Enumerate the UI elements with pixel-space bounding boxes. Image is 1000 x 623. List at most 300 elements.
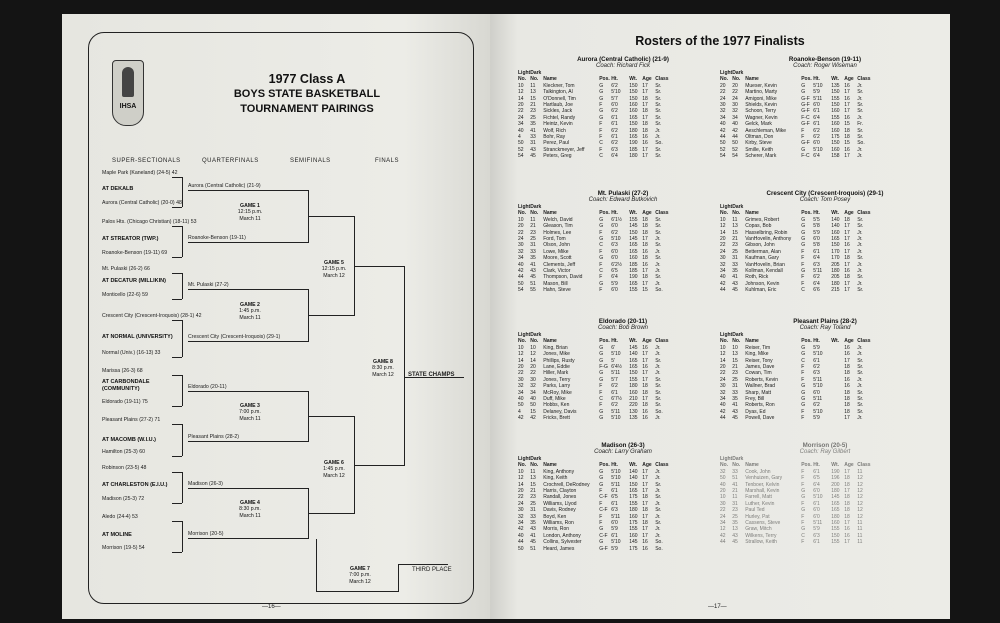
roster-cell: C (599, 242, 603, 249)
roster-cell: 22 (518, 229, 524, 236)
roster-cell: 31 (732, 255, 738, 262)
roster-cell: Sr. (655, 507, 662, 514)
left-page-tournament-pairings (62, 14, 490, 619)
roster-cell: 41 (732, 274, 738, 281)
roster-cell: G-F (801, 140, 810, 147)
roster-cell: 18 (642, 274, 648, 281)
roster-cell: 18 (844, 274, 850, 281)
header-cell: Light (720, 204, 733, 210)
roster-cell: 45 (732, 415, 738, 422)
bracket-line (398, 564, 399, 592)
roster-cell: F (599, 229, 603, 236)
bracket-line (172, 503, 182, 504)
roster-cell: 145 (629, 539, 638, 546)
roster-cell: G (801, 383, 806, 390)
header-cell: Class (857, 338, 871, 345)
roster-cell: G (599, 95, 604, 102)
game-7-label (338, 566, 382, 585)
roster-cell: 140 (629, 351, 638, 358)
header-cell: Name (745, 338, 759, 345)
roster-cell: 42 (530, 415, 536, 422)
roster-cell: 6'3 (611, 507, 618, 514)
roster-cell: Sr. (655, 274, 662, 281)
roster-cell: 16 (844, 351, 850, 358)
header-cell: Pos. (801, 76, 812, 83)
first-round-team: Crescent City (Crescent-Iroquois) (28-1) 42 (102, 313, 202, 319)
roster-cell (831, 415, 844, 421)
roster-cell: 10 (720, 344, 726, 351)
roster-cell: 21 (732, 236, 738, 243)
table-row (720, 539, 873, 545)
roster-cell: 40 (720, 402, 726, 409)
roster-cell: Sr. (857, 287, 864, 294)
roster-cell: Sr. (655, 95, 662, 102)
roster-cell: So. (655, 140, 663, 147)
roster-cell: 16 (642, 545, 648, 552)
roster-coach: Coach: Larry Graham (594, 449, 652, 455)
roster-coach: Coach: Bob Brown (597, 325, 649, 331)
roster-cell: 17 (844, 261, 850, 268)
header-cell: No. (720, 338, 729, 345)
roster-cell: 44 (720, 539, 726, 546)
header-cell: Pos. (801, 462, 812, 469)
table-row (518, 415, 671, 421)
roster-cell: 42 (720, 532, 726, 539)
roster-cell: 17 (642, 102, 648, 109)
roster-cell: Duff, Mike (543, 396, 566, 403)
roster-cell: 160 (831, 146, 840, 153)
roster-cell: 6'2 (813, 402, 820, 409)
roster-cell: 140 (831, 216, 840, 223)
header-cell: Ht. (813, 210, 820, 217)
header-cell: Age (844, 462, 854, 469)
roster-cell: F (599, 121, 603, 128)
roster-cell: 5'9 (813, 526, 820, 533)
roster-cell: Morris, Ron (543, 526, 570, 533)
roster-cell: 20 (518, 223, 524, 230)
header-cell: No. (732, 338, 741, 345)
game-3-label (230, 403, 270, 422)
game-time: 12:15 p.m. (321, 266, 347, 273)
game-name: GAME 3 (240, 403, 260, 409)
roster-cell: 45 (530, 539, 536, 546)
game-name: GAME 2 (240, 302, 260, 308)
roster-cell: Jr. (655, 134, 661, 141)
header-cell: No. (518, 462, 527, 469)
roster-cell: 6'0 (611, 255, 618, 262)
roster-cell: 51 (732, 475, 738, 482)
roster-cell: 34 (720, 520, 726, 527)
roster-cell: G-F (801, 102, 810, 109)
roster-cell: 12 (530, 351, 536, 358)
roster-cell: Bohr, Ray (543, 134, 566, 141)
roster-cell: Jones, Terry (543, 376, 571, 383)
roster-cell: Sr. (655, 102, 662, 109)
roster-cell: Sr. (857, 370, 864, 377)
roster-cell: 40 (530, 396, 536, 403)
roster-cell: 16 (642, 539, 648, 546)
header-cell: Light (518, 456, 531, 462)
roster-cell: G (599, 357, 604, 364)
roster-cell: G (801, 229, 806, 236)
roster-cell: Sickles, Jack (543, 108, 573, 115)
game-time: 8:30 p.m. (239, 506, 261, 513)
roster-cell: 5'11 (611, 513, 621, 520)
roster-cell: F-C (801, 153, 810, 160)
roster-cell: 25 (732, 513, 738, 520)
roster-cell: Clements, Jeff (543, 261, 576, 268)
roster-cell: Grimes, Robert (745, 216, 780, 223)
third-place-label: THIRD PLACE (412, 567, 452, 573)
roster-cell: 5'9 (813, 344, 820, 351)
roster-cell: 16 (642, 344, 648, 351)
bracket-line (182, 424, 183, 456)
roster-cell: 17 (642, 89, 648, 96)
header-cell: No. (518, 210, 527, 217)
roster-cell: 5'10 (611, 236, 621, 243)
roster-cell: 145 (831, 494, 840, 501)
roster-cell: 15 (530, 481, 536, 488)
roster-cell: Sr. (857, 402, 864, 409)
roster-cell: Peters, Greg (543, 153, 572, 160)
roster-cell: Sr. (655, 494, 662, 501)
roster-cell: Kleckner, Tom (543, 82, 575, 89)
roster-cell: 6'1 (813, 468, 820, 475)
header-cell: Pos. (599, 338, 610, 345)
roster-cell: 6'2 (611, 229, 618, 236)
roster-cell: G (599, 114, 604, 121)
roster-cell: 160 (629, 513, 638, 520)
site-label: AT MOLINE (102, 532, 132, 538)
roster-cell: 140 (629, 475, 638, 482)
roster-cell: F (599, 402, 603, 409)
roster-block (518, 190, 728, 294)
roster-cell: 17 (642, 370, 648, 377)
roster-cell: 34 (732, 114, 738, 121)
roster-cell: Sr. (655, 376, 662, 383)
roster-cell: 6'3 (611, 146, 618, 153)
roster-cell: 23 (530, 108, 536, 115)
roster-cell: 150 (629, 481, 638, 488)
roster-cell: 16 (642, 364, 648, 371)
bracket-line (308, 416, 354, 417)
roster-cell: 55 (530, 287, 536, 294)
roster-cell: 40 (720, 121, 726, 128)
header-cell: Light (720, 70, 733, 76)
rosters-title: Rosters of the 1977 Finalists (635, 34, 805, 48)
roster-cell: 175 (831, 134, 840, 141)
header-cell: Name (543, 462, 557, 469)
roster-cell: 6'2 (611, 383, 618, 390)
roster-cell: 5'9 (611, 545, 618, 552)
roster-cell: G (801, 402, 806, 409)
game-time: 8:30 p.m. (372, 365, 394, 372)
bracket-line (172, 320, 182, 321)
roster-cell: 6'2 (813, 364, 820, 371)
roster-cell: 160 (831, 127, 840, 134)
roster-cell: 20 (720, 236, 726, 243)
roster-cell: G (599, 280, 604, 287)
table-row (720, 153, 873, 159)
first-round-team: Morrison (19-5) 54 (102, 545, 145, 551)
roster-cell: James, Dave (745, 364, 775, 371)
first-round-team: Robinson (23-5) 48 (102, 465, 147, 471)
roster-cell: 5'10 (611, 351, 621, 358)
roster-cell: F (599, 383, 603, 390)
roster-cell: 6'4½ (611, 364, 622, 371)
roster-cell: So. (655, 539, 663, 546)
roster-cell: Luther, Kevin (745, 500, 775, 507)
bracket-line (172, 226, 182, 227)
header-cell: Ht. (813, 338, 820, 345)
roster-cell: 160 (831, 229, 840, 236)
roster-cell: 15 (530, 408, 536, 415)
roster-cell: 22 (720, 242, 726, 249)
roster-cell: Jr. (655, 280, 661, 287)
roster-cell: Sr. (655, 389, 662, 396)
roster-cell: F (599, 134, 603, 141)
roster-cell: 17 (844, 108, 850, 115)
roster-cell: Phillips, Rusty (543, 357, 575, 364)
roster-cell: 24 (518, 114, 524, 121)
roster-cell: 18 (844, 408, 850, 415)
header-cell: Class (655, 210, 669, 217)
roster-cell: Sr. (655, 229, 662, 236)
header-cell: No. (732, 462, 741, 469)
roster-cell: 31 (530, 242, 536, 249)
roster-cell: Sr. (655, 89, 662, 96)
roster-cell: 160 (629, 108, 638, 115)
roster-cell: Lane, Eddie (543, 364, 570, 371)
roster-cell: 155 (629, 216, 638, 223)
roster-cell: G (599, 82, 604, 89)
roster-cell: 155 (831, 539, 840, 546)
header-cell: No. (720, 210, 729, 217)
roster-cell: 5'10 (813, 351, 823, 358)
roster-cell: 17 (642, 280, 648, 287)
roster-cell: 150 (629, 95, 638, 102)
first-round-team: Marissa (26-3) 68 (102, 368, 143, 374)
roster-cell: Jr. (655, 351, 661, 358)
roster-cell: Jr. (857, 95, 863, 102)
roster-cell: 18 (642, 223, 648, 230)
roster-cell: 52 (720, 146, 726, 153)
roster-cell: 190 (629, 140, 638, 147)
roster-cell: 21 (530, 488, 536, 495)
logo-text: IHSA (119, 103, 137, 110)
roster-cell: Graw, Mitch (745, 526, 772, 533)
roster-cell: 13 (732, 351, 738, 358)
roster-cell: 205 (831, 261, 840, 268)
bracket-line (308, 216, 354, 217)
roster-cell: 17 (642, 114, 648, 121)
roster-cell: 5'10 (611, 475, 621, 482)
roster-cell: 185 (629, 268, 638, 275)
roster-cell: 12 (857, 488, 863, 495)
roster-cell: 170 (831, 255, 840, 262)
bracket-line (188, 538, 308, 539)
roster-cell: 180 (831, 268, 840, 275)
roster-cell: 30 (720, 102, 726, 109)
roster-cell: 24 (720, 248, 726, 255)
title-line-3: TOURNAMENT PAIRINGS (240, 103, 374, 115)
roster-cell: Sr. (857, 134, 864, 141)
roster-cell: 33 (732, 468, 738, 475)
roster-cell: Sr. (655, 402, 662, 409)
roster-cell: 150 (831, 532, 840, 539)
column-header-super-sectionals: SUPER-SECTIONALS (112, 158, 181, 164)
bracket-line (172, 273, 182, 274)
header-cell: Wt. (831, 338, 839, 345)
roster-cell: Stranckmeyer, Jeff (543, 146, 585, 153)
roster-cell: Talkington, Al (543, 89, 573, 96)
roster-cell: 6'6 (813, 287, 820, 294)
roster-cell: 17 (844, 488, 850, 495)
roster-cell: 32 (732, 108, 738, 115)
roster-cell: 180 (629, 127, 638, 134)
roster-cell: 17 (642, 475, 648, 482)
roster-cell: 6'4 (813, 114, 820, 121)
column-header-finals: FINALS (375, 158, 400, 164)
roster-cell: 165 (629, 280, 638, 287)
first-round-team: Hamilton (25-3) 60 (102, 449, 145, 455)
roster-cell: Jr. (857, 268, 863, 275)
roster-cell: Jr. (857, 236, 863, 243)
roster-cell: 160 (629, 389, 638, 396)
bracket-line (172, 357, 182, 358)
roster-cell: 6'0 (611, 223, 618, 230)
roster-cell: Aeschleman, Mike (745, 127, 787, 134)
header-cell: Class (655, 76, 669, 83)
roster-cell: C (801, 532, 805, 539)
roster-cell: F (599, 287, 603, 294)
roster-cell: 190 (831, 468, 840, 475)
roster-cell: 21 (530, 223, 536, 230)
roster-block (518, 442, 728, 552)
roster-cell: 24 (720, 95, 726, 102)
roster-cell: Roberts, Kevin (745, 376, 779, 383)
roster-cell: F (801, 500, 805, 507)
roster-cell: 43 (732, 408, 738, 415)
header-cell: Ht. (611, 76, 618, 83)
roster-cell: 50 (518, 545, 524, 552)
roster-cell: 160 (831, 520, 840, 527)
table-row (518, 546, 671, 552)
roster-coach: Coach: Tom Posey (799, 197, 851, 203)
roster-cell: Jr. (655, 415, 661, 422)
roster-cell: 25 (530, 500, 536, 507)
roster-cell: 16 (642, 261, 648, 268)
roster-cell: 6'1 (611, 532, 618, 539)
roster-cell: 5'7 (611, 95, 618, 102)
roster-cell: 5'10 (813, 82, 823, 89)
roster-cell: 165 (831, 507, 840, 514)
roster-cell: G (599, 526, 604, 533)
roster-cell: 32 (518, 383, 524, 390)
roster-cell: F (801, 280, 805, 287)
roster-cell: G (801, 344, 806, 351)
roster-cell: G (801, 89, 806, 96)
game-time: 12:15 p.m. (237, 209, 263, 216)
roster-cell: Fricks, Brett (543, 415, 570, 422)
roster-cell: 22 (518, 494, 524, 501)
bracket-line (182, 320, 183, 357)
roster-cell: 18 (844, 255, 850, 262)
header-cell: Name (745, 76, 759, 83)
roster-cell: 17 (844, 415, 850, 422)
bracket-line (182, 375, 183, 406)
roster-cell: King, Brian (543, 344, 568, 351)
roster-cell: 25 (530, 114, 536, 121)
torch-icon (122, 67, 134, 97)
roster-cell: 14 (518, 357, 524, 364)
game-time: 7:00 p.m. (239, 409, 261, 416)
quarterfinal-team: Crescent City (Crescent-Iroquois) (29-1) (188, 334, 281, 340)
roster-cell: 135 (629, 415, 638, 422)
roster-cell: 155 (629, 376, 638, 383)
roster-cell: 10 (732, 344, 738, 351)
roster-cell: 135 (831, 82, 840, 89)
roster-cell: 12 (518, 475, 524, 482)
header-cell: Name (543, 338, 557, 345)
site-label: AT DECATUR (MILLIKIN) (102, 278, 166, 284)
roster-cell: 12 (857, 481, 863, 488)
roster-cell: C (801, 287, 805, 294)
roster-cell: 17 (642, 376, 648, 383)
roster-cell: VanHovelin, Brian (745, 261, 785, 268)
roster-cell: 17 (642, 488, 648, 495)
roster-cell: 155 (629, 287, 638, 294)
roster-cell: 4 (518, 134, 521, 141)
roster-cell: 16 (642, 140, 648, 147)
roster-cell: 18 (844, 402, 850, 409)
roster-cell: 41 (732, 481, 738, 488)
roster-cell: F-C (801, 114, 810, 121)
roster-cell: Gibson, John (745, 242, 775, 249)
roster-cell: 155 (831, 95, 840, 102)
site-label: AT DEKALB (102, 186, 134, 192)
roster-cell: Tenboer, Kelvin (745, 481, 780, 488)
roster-cell: 32 (518, 248, 524, 255)
header-cell: Name (543, 76, 557, 83)
roster-cell: 6'1 (813, 357, 820, 364)
roster-cell: 13 (732, 223, 738, 230)
roster-team-name: Aurora (Central Catholic) (21-9) (577, 56, 669, 63)
roster-cell: 52 (518, 146, 524, 153)
roster-cell: 6'2½ (611, 261, 622, 268)
roster-cell: G (801, 494, 806, 501)
roster-cell: 17 (642, 468, 648, 475)
roster-cell: 18 (844, 216, 850, 223)
roster-cell: Sr. (857, 108, 864, 115)
roster-cell: 22 (720, 370, 726, 377)
roster-cell: 51 (530, 545, 536, 552)
game-time: 1:45 p.m. (323, 466, 345, 473)
roster-cell: Jr. (655, 532, 661, 539)
roster-cell: 18 (642, 520, 648, 527)
roster-cell: 17 (844, 280, 850, 287)
roster-coach: Coach: Richard Fick (595, 63, 651, 69)
roster-cell: 30 (720, 255, 726, 262)
roster-cell: 18 (844, 370, 850, 377)
roster-cell: F (599, 500, 603, 507)
roster-cell: 180 (831, 513, 840, 520)
roster-cell: G (801, 351, 806, 358)
roster-cell: 22 (518, 108, 524, 115)
bracket-line (172, 424, 182, 425)
roster-cell: Kaufman, Gary (745, 255, 779, 262)
header-cell: Ht. (611, 462, 618, 469)
